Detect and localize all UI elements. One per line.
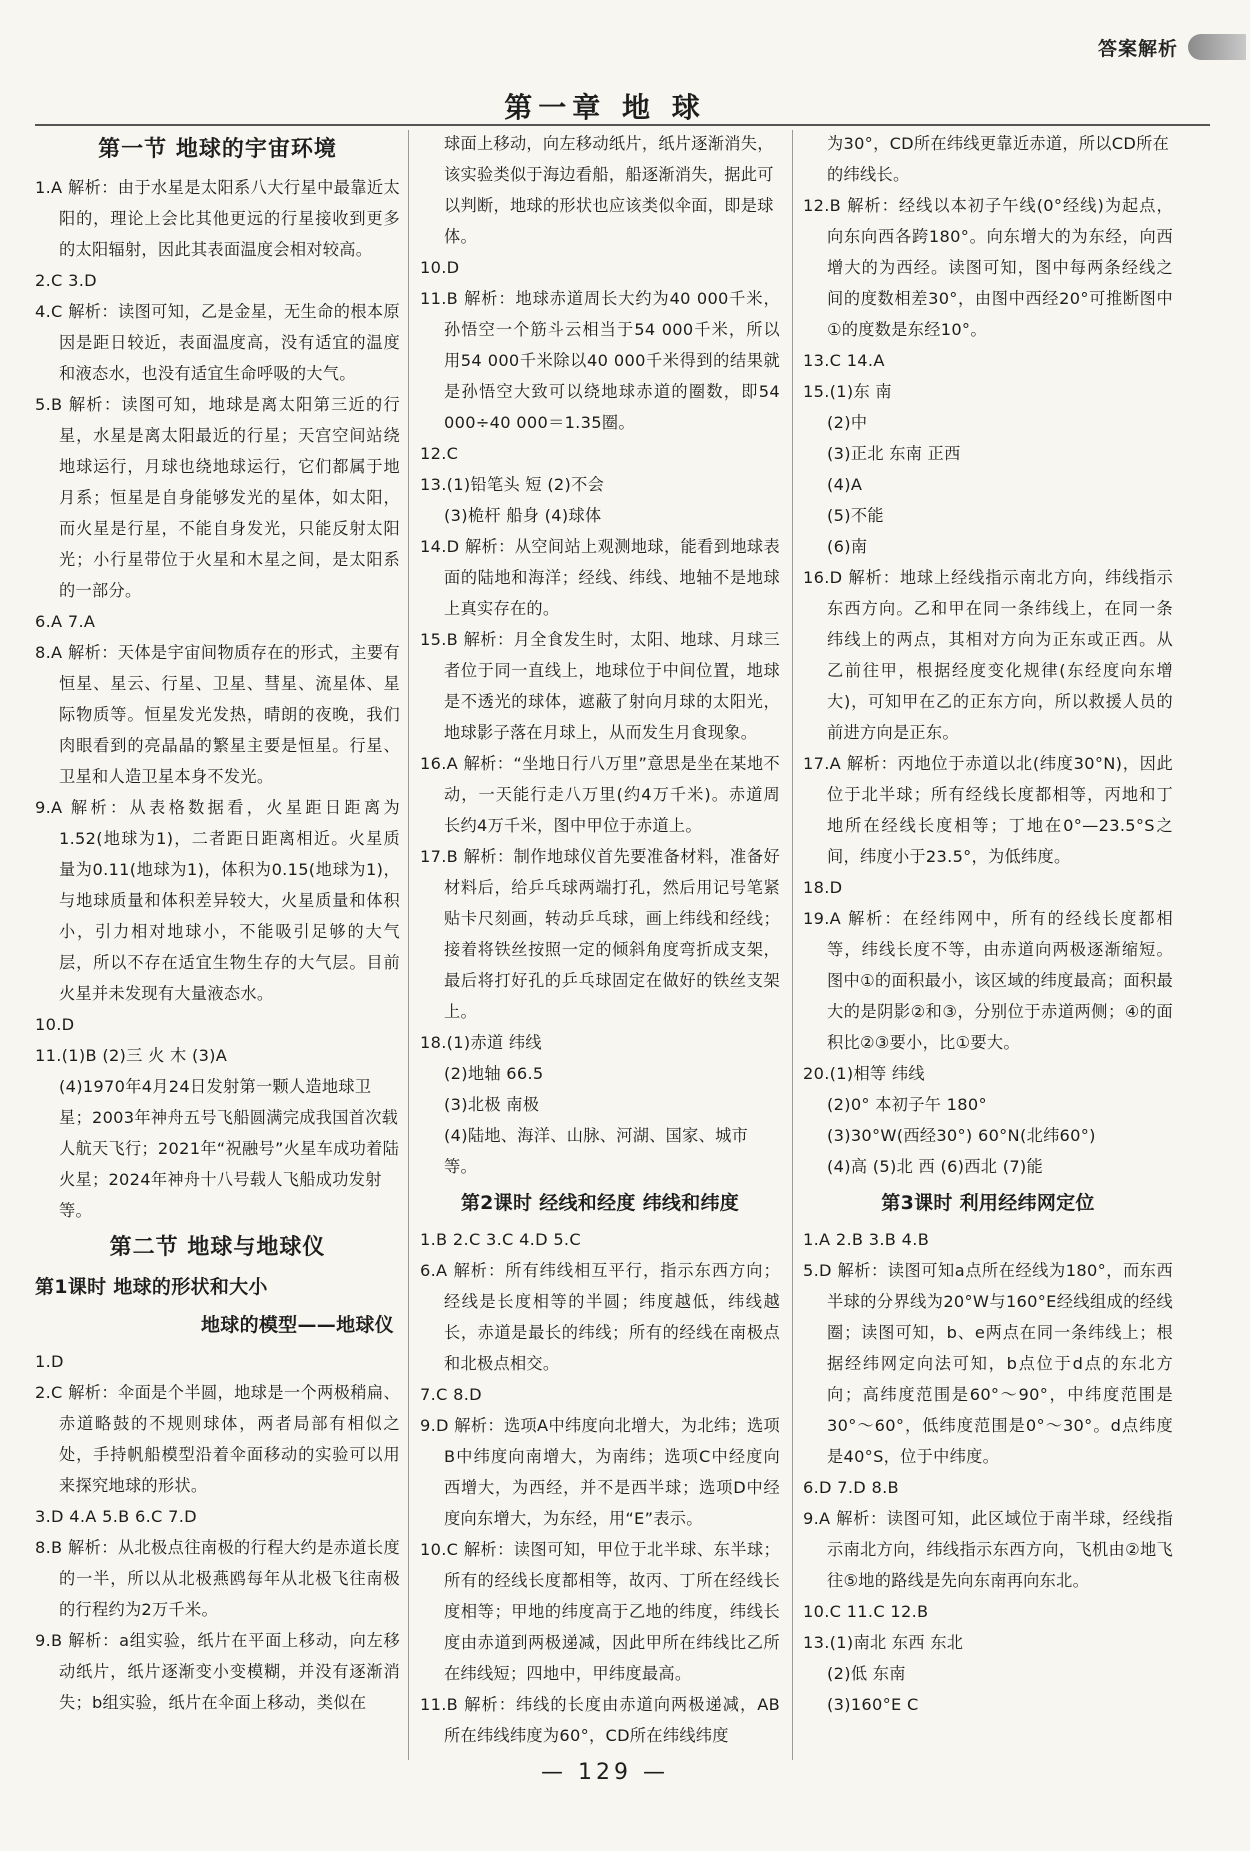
answer-item: 9.B 解析：a组实验，纸片在平面上移动，向左移动纸片，纸片逐渐变小变模糊，并没有逐渐消失；b组实验，纸片在伞面上移动，类似在 [35, 1631, 400, 1712]
answer-item: 12.C [420, 444, 459, 463]
answer-subitem: (4)A [827, 475, 863, 494]
answer-item: 6.D 7.D 8.B [803, 1478, 899, 1497]
column-divider [792, 130, 793, 1760]
answer-subitem: (4)1970年4月24日发射第一颗人造地球卫星；2003年神舟五号飞船圆满完成我国首次载人航天飞行；2021年“祝融号”火星车成功着陆火星；2024年神舟十八号载人飞船成功发射等。 [59, 1077, 400, 1220]
column-2 [420, 128, 780, 1745]
answer-subitem: (2)0° 本初子午 180° [827, 1095, 987, 1114]
answer-item: 3.D 4.A 5.B 6.C 7.D [35, 1507, 197, 1526]
answer-subitem: (2)低 东南 [827, 1664, 906, 1683]
column-3 [803, 128, 1173, 1741]
answer-item: 8.B 解析：从北极点往南极的行程大约是赤道长度的一半，所以从北极燕鸥每年从北极飞往南极的行程约为2万千米。 [35, 1538, 400, 1619]
answer-item: 7.C 8.D [420, 1385, 482, 1404]
answer-item: 1.A 2.B 3.B 4.B [803, 1230, 930, 1249]
answer-item: 10.D [35, 1015, 75, 1034]
answer-item: 10.D [420, 258, 460, 277]
answer-item: 11.(1)B (2)三 火 木 (3)A [35, 1046, 228, 1065]
answer-item: 6.A 解析：所有纬线相互平行，指示东西方向；经线是长度相等的半圆；纬度越低，纬线越长，赤道是最长的纬线；所有的经线在南极点和北极点相交。 [420, 1261, 780, 1373]
answer-subitem: (2)中 [827, 413, 868, 432]
page-number: — 129 — [541, 1760, 669, 1785]
answer-item: 17.A 解析：丙地位于赤道以北(纬度30°N)，因此位于北半球；所有经线长度都相等，丙地和丁地所在经线长度相等；丁地在0°—23.5°S之间，纬度小于23.5°，为低纬度。 [803, 754, 1173, 866]
answer-subitem: (3)30°W(西经30°) 60°N(北纬60°) [827, 1126, 1096, 1145]
answer-item: 11.B 解析：地球赤道周长大约为40 000千米，孙悟空一个筋斗云相当于54 000千米，所以用54 000千米除以40 000千米得到的结果就是孙悟空大致可以绕地球赤道的圈数，即54 000÷40 000＝1.35圈。 [420, 289, 780, 432]
lesson-heading: 第3课时 利用经纬网定位 [881, 1192, 1095, 1214]
answer-subitem: (2)地轴 66.5 [444, 1064, 544, 1083]
answer-item: 8.A 解析：天体是宇宙间物质存在的形式，主要有恒星、星云、行星、卫星、彗星、流星体、星际物质等。恒星发光发热，晴朗的夜晚，我们肉眼看到的亮晶晶的繁星主要是恒星。行星、卫星和人造卫星本身不发光。 [35, 643, 400, 786]
answer-subitem: (3)桅杆 船身 (4)球体 [444, 506, 602, 525]
answer-item: 2.C 3.D [35, 271, 97, 290]
lesson-heading: 地球的模型——地球仪 [200, 1314, 394, 1336]
answer-item: 10.C 解析：读图可知，甲位于北半球、东半球；所有的经线长度都相等，故丙、丁所在经线长度相等；甲地的纬度高于乙地的纬度，纬线长度由赤道到两极递减，因此甲所在纬线比乙所在纬线短；四地中，甲纬度最高。 [420, 1540, 780, 1683]
answer-subitem: (5)不能 [827, 506, 884, 525]
answer-item: 13.(1)南北 东西 东北 [803, 1633, 964, 1652]
answer-item: 9.A 解析：从表格数据看，火星距日距离为1.52(地球为1)，二者距日距离相近。火星质量为0.11(地球为1)，体积为0.15(地球为1)，与地球质量和体积差异较大，火星质量和体积小，引力相对地球小，不能吸引足够的大气层，所以不存在适宜生物生存的大气层。目前火星并未发现有大量液态水。 [35, 798, 400, 1003]
answer-subitem: (6)南 [827, 537, 868, 556]
answer-item: 9.D 解析：选项A中纬度向北增大，为北纬；选项B中纬度向南增大，为南纬；选项C中经度向西增大，为西经，并不是西半球；选项D中经度向东增大，为东经，用“E”表示。 [420, 1416, 780, 1528]
lesson-heading: 第2课时 经线和经度 纬线和纬度 [460, 1192, 740, 1214]
answer-item: 16.A 解析：“坐地日行八万里”意思是坐在某地不动，一天能行走八万里(约4万千米)。赤道周长约4万千米，图中甲位于赤道上。 [420, 754, 780, 835]
lesson-heading: 第1课时 地球的形状和大小 [35, 1276, 268, 1298]
answer-item: 20.(1)相等 纬线 [803, 1064, 925, 1083]
answer-item: 10.C 11.C 12.B [803, 1602, 929, 1621]
answer-item: 15.(1)东 南 [803, 382, 892, 401]
answer-continuation: 球面上移动，向左移动纸片，纸片逐渐消失，该实验类似于海边看船，船逐渐消失，据此可以判断，地球的形状也应该类似伞面，即是球体。 [444, 134, 774, 246]
answer-item: 1.A 解析：由于水星是太阳系八大行星中最靠近太阳的，理论上会比其他更远的行星接收到更多的太阳辐射，因此其表面温度会相对较高。 [35, 178, 400, 259]
column-1 [35, 128, 400, 1741]
answer-item: 14.D 解析：从空间站上观测地球，能看到地球表面的陆地和海洋；经线、纬线、地轴不是地球上真实存在的。 [420, 537, 780, 618]
answer-item: 1.B 2.C 3.C 4.D 5.C [420, 1230, 581, 1249]
answer-item: 4.C 解析：读图可知，乙是金星，无生命的根本原因是距日较近，表面温度高，没有适宜的温度和液态水，也没有适宜生命呼吸的大气。 [35, 302, 400, 383]
answer-subitem: (3)正北 东南 正西 [827, 444, 961, 463]
answer-item: 16.D 解析：地球上经线指示南北方向，纬线指示东西方向。乙和甲在同一条纬线上，在同一条纬线上的两点，其相对方向为正东或正西。从乙前往甲，根据经度变化规律(东经度向东增大)，可知甲在乙的正东方向，所以救援人员的前进方向是正东。 [803, 568, 1173, 742]
section-tab-pill [1188, 34, 1246, 60]
answer-item: 5.B 解析：读图可知，地球是离太阳第三近的行星，水星是离太阳最近的行星；天宫空间站绕地球运行，月球也绕地球运行，它们都属于地月系；恒星是自身能够发光的星体，如太阳，而火星是行星，不能自身发光，只能反射太阳光；小行星带位于火星和木星之间，是太阳系的一部分。 [35, 395, 400, 600]
answer-item: 18.D [803, 878, 843, 897]
answer-item: 6.A 7.A [35, 612, 96, 631]
section-tab [1098, 32, 1250, 62]
chapter-title: 第一章 地 球 [504, 91, 706, 124]
chapter-rule [35, 124, 1210, 126]
answer-item: 1.D [35, 1352, 64, 1371]
section-heading: 第二节 地球与地球仪 [109, 1235, 326, 1260]
answer-item: 18.(1)赤道 纬线 [420, 1033, 542, 1052]
answer-subitem: (4)陆地、海洋、山脉、河湖、国家、城市等。 [444, 1126, 749, 1176]
answer-continuation: 为30°，CD所在纬线更靠近赤道，所以CD所在的纬线长。 [827, 134, 1170, 184]
answer-subitem: (4)高 (5)北 西 (6)西北 (7)能 [827, 1157, 1044, 1176]
answer-item: 17.B 解析：制作地球仪首先要准备材料，准备好材料后，给乒乓球两端打孔，然后用记号笔紧贴卡尺刻画，转动乒乓球，画上纬线和经线；接着将铁丝按照一定的倾斜角度弯折成支架，最后将打好孔的乒乓球固定在做好的铁丝支架上。 [420, 847, 780, 1021]
column-divider [408, 130, 409, 1760]
section-tab-label: 答案解析 [1098, 37, 1179, 60]
answer-item: 12.B 解析：经线以本初子午线(0°经线)为起点，向东向西各跨180°。向东增大的为东经，向西增大的为西经。读图可知，图中每两条经线之间的度数相差30°，由图中西经20°可推断图中①的度数是东经10°。 [803, 196, 1173, 339]
answer-item: 2.C 解析：伞面是个半圆，地球是一个两极稍扁、赤道略鼓的不规则球体，两者局部有相似之处，手持帆船模型沿着伞面移动的实验可以用来探究地球的形状。 [35, 1383, 400, 1495]
answer-item: 15.B 解析：月全食发生时，太阳、地球、月球三者位于同一直线上，地球位于中间位置，地球是不透光的球体，遮蔽了射向月球的太阳光，地球影子落在月球上，从而发生月食现象。 [420, 630, 780, 742]
answer-item: 11.B 解析：纬线的长度由赤道向两极递减，AB所在纬线纬度为60°，CD所在纬线纬度 [420, 1695, 780, 1745]
answer-item: 5.D 解析：读图可知a点所在经线为180°，而东西半球的分界线为20°W与160°E经线组成的经线圈；读图可知，b、e两点在同一条纬线上；根据经纬网定向法可知，b点位于d点的东北方向；高纬度范围是60°～90°，中纬度范围是30°～60°，低纬度范围是0°～30°。d点纬度是40°S，位于中纬度。 [803, 1261, 1173, 1466]
answer-item: 9.A 解析：读图可知，此区域位于南半球，经线指示南北方向，纬线指示东西方向，飞机由②地飞往⑤地的路线是先向东南再向东北。 [803, 1509, 1173, 1590]
answer-item: 13.C 14.A [803, 351, 885, 370]
answer-item: 13.(1)铅笔头 短 (2)不会 [420, 475, 605, 494]
answer-item: 19.A 解析：在经纬网中，所有的经线长度都相等，纬线长度不等，由赤道向两极逐渐缩短。图中①的面积最小，该区域的纬度最高；面积最大的是阴影②和③，分别位于赤道两侧；④的面积比②③要小，比①要大。 [803, 909, 1173, 1052]
answer-subitem: (3)北极 南极 [444, 1095, 540, 1114]
section-heading: 第一节 地球的宇宙环境 [98, 137, 337, 162]
answer-subitem: (3)160°E C [827, 1695, 919, 1714]
